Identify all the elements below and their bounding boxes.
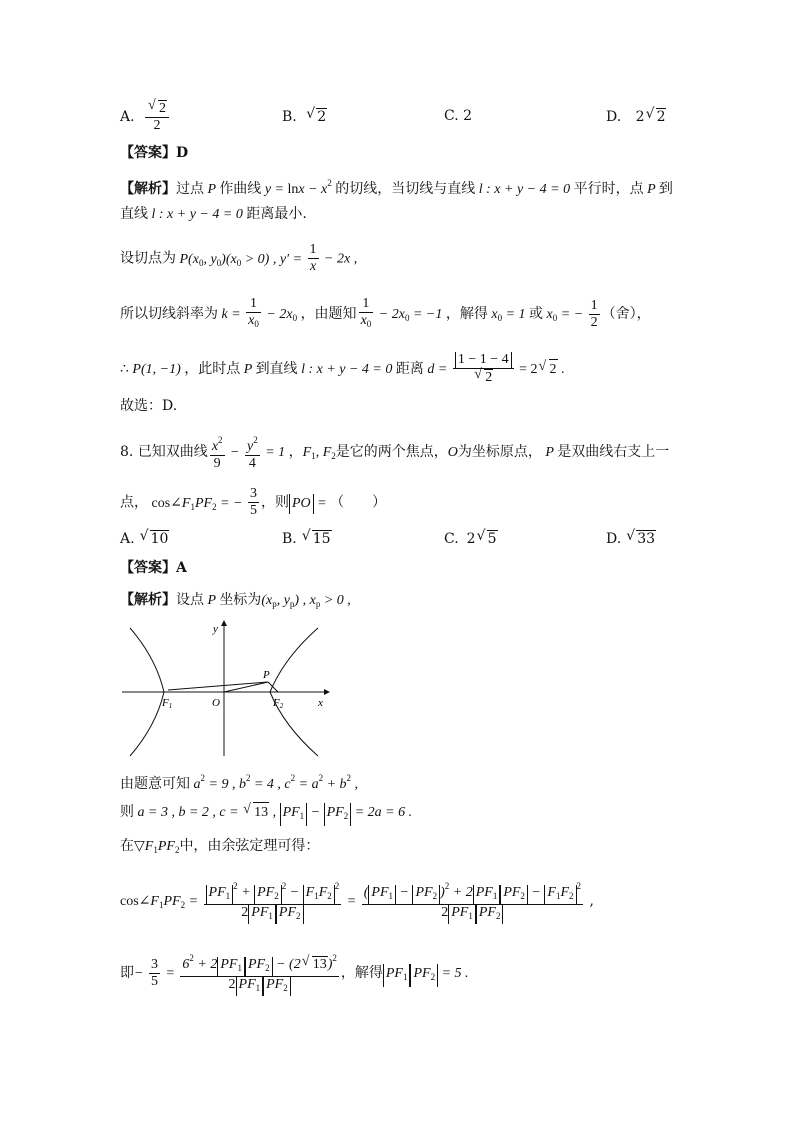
q7-analysis-line1: 【解析】过点 P 作曲线 $y = \ln x - x^2$ 的切线，当切线与直线 l : x + y − 4 = 0 平行时，点 P 到 bbox=[120, 178, 673, 197]
segment-f1-p bbox=[168, 682, 268, 690]
q8-option-a[interactable]: A.√ 10 bbox=[120, 530, 169, 547]
q8-analysis-line2: 由题意可知 $a^2 = 9$ , $b^2 = 4$ , $c^2 = a^2 + b^2$ , bbox=[120, 773, 359, 792]
segment-f2-p bbox=[268, 682, 278, 692]
q7-analysis-line5: ∴ P(1, −1) ，此时点 P 到直线 l : x + y − 4 = 0 距离 d = 1 − 1 − 4 √ 2 = 2√ 2 . bbox=[120, 352, 565, 386]
q7-option-b[interactable]: B. √ 2 bbox=[282, 108, 327, 125]
q8-answer: 【答案】A bbox=[120, 560, 187, 576]
q8-cosine-law: $\cos\angle F_1PF_2$ = $\frac{PF_1^2 + PF_2^2 - F_1F_2^2}{2 PF_1 PF_2}$ = $\frac{( PF_1 - PF_2 )^2 + 2 PF_1 PF_2 - F_1F_2^2}{2 PF_1 PF_2}$ , bbox=[120, 878, 594, 924]
y-axis-arrow bbox=[221, 620, 227, 626]
q8-option-c[interactable]: C. 2√ 5 bbox=[444, 530, 498, 547]
y-axis-label: y bbox=[213, 623, 218, 635]
q8-analysis-line5: 即− $\frac{3}{5}$ = $\frac{6^2 + 2 PF_1 PF_2 - (2√ 13)^2}{2 PF_1 PF_2}$ ，解得 $PF_1$ $PF_2 = 5$ . bbox=[120, 950, 469, 996]
focus-f2-label: F2 bbox=[273, 697, 284, 710]
q7-option-c[interactable]: C. 2 bbox=[444, 108, 473, 124]
x-axis-label: x bbox=[318, 697, 323, 709]
q7-analysis-line2: 直线 l : x + y − 4 = 0 距离最小. bbox=[120, 206, 307, 222]
q8-stem-line1: 8. 已知双曲线 $\frac{x^2}{9}$ − $\frac{y^2}{4}$ = 1 ，$F_1$, $F_2$是它的两个焦点，O为坐标原点， P 是双曲线右支上一 bbox=[120, 432, 669, 472]
q7-option-a[interactable]: A. √ $\frac{2}{2}$ bbox=[120, 100, 171, 134]
x-axis-arrow bbox=[324, 689, 330, 695]
q7-analysis-line3: 设切点为 $P(x_0$, $y_0)(x_0 > 0)$ , y′ = $\frac{1}{x}$ − 2x , bbox=[120, 242, 358, 274]
hyperbola-figure bbox=[118, 618, 332, 760]
q8-analysis-line1: 【解析】设点 P 坐标为($x_p$, $y_p$) , $x_p > 0$ , bbox=[120, 592, 351, 609]
q8-analysis-line3: 则 a = 3 , b = 2 , c = √ 13 , $PF_1 - PF_2 = 2a = 6$ . bbox=[120, 802, 412, 826]
q7-analysis-line4: 所以切线斜率为 k = $\frac{1}{x_0}$ − $2x_0$ ，由题知 $\frac{1}{x_0}$ − $2x_0 = -1$ ，解得 $x_0 = 1$ 或 $x_0$ = − $\frac{1}{2}$ （舍）， bbox=[120, 296, 651, 330]
q8-stem-line2: 点， $\cos\angle F_1PF_2$ = − $\frac{3}{5}$ ，则 PO = （ ） bbox=[120, 486, 387, 518]
origin-label: O bbox=[212, 697, 220, 709]
q8-analysis-line4: 在$▽F_1PF_2$中，由余弦定理可得： bbox=[120, 838, 320, 855]
q8-option-d[interactable]: D.√ 33 bbox=[606, 530, 656, 547]
q8-option-b[interactable]: B.√ 15 bbox=[282, 530, 332, 547]
q7-option-d[interactable]: D. 2√ 2 bbox=[606, 108, 666, 125]
q7-conclusion: 故选：D. bbox=[120, 398, 178, 414]
focus-f1-label: F1 bbox=[162, 697, 173, 710]
q7-answer: 【答案】D bbox=[120, 145, 189, 161]
point-p-label: P bbox=[263, 669, 270, 681]
